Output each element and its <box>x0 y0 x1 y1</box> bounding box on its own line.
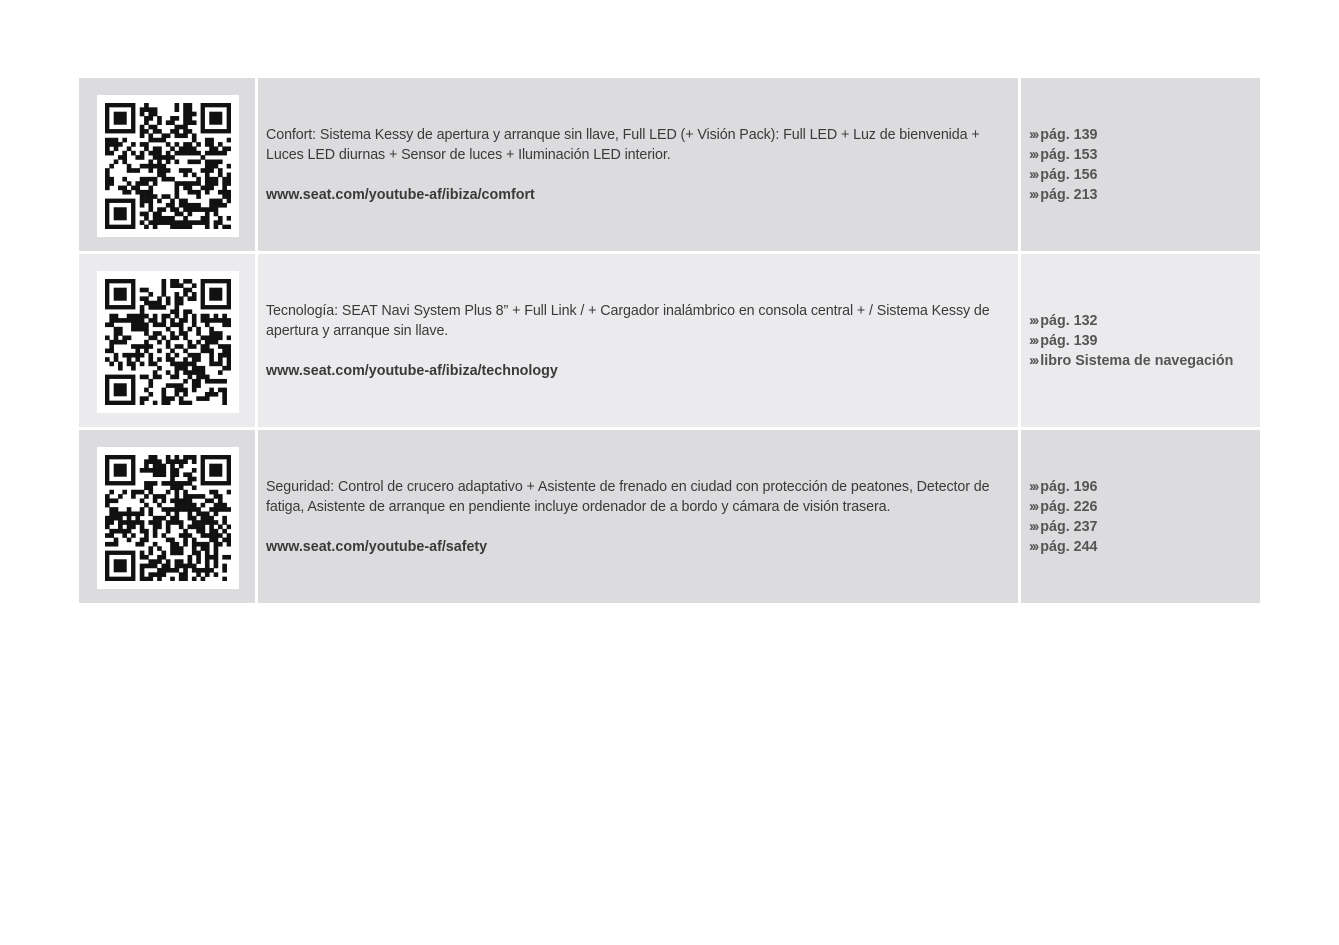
qr-cell <box>79 254 255 427</box>
chevron-right-icon: ››› <box>1029 538 1038 555</box>
chevron-right-icon: ››› <box>1029 312 1038 329</box>
chevron-right-icon: ››› <box>1029 352 1038 369</box>
page-reference-link[interactable]: ››› pág. 237 <box>1029 518 1098 535</box>
page-reference-link[interactable]: ››› pág. 213 <box>1029 186 1098 203</box>
page-reference-link[interactable]: ››› pág. 153 <box>1029 146 1098 163</box>
row-description: Confort: Sistema Kessy de apertura y arranque sin llave, Full LED (+ Visión Pack): Full LED + Luz de bienvenida + Luces LED diurnas + Sensor de luces + Iluminación LED interior. <box>266 126 980 163</box>
page-reference-link[interactable]: ››› pág. 132 <box>1029 312 1098 329</box>
row-url-link[interactable]: www.seat.com/youtube-af/ibiza/comfort <box>266 186 535 203</box>
page-reference-link[interactable]: ››› pág. 139 <box>1029 126 1098 143</box>
chevron-right-icon: ››› <box>1029 166 1038 183</box>
chevron-right-icon: ››› <box>1029 498 1038 515</box>
chevron-right-icon: ››› <box>1029 332 1038 349</box>
chevron-right-icon: ››› <box>1029 518 1038 535</box>
chevron-right-icon: ››› <box>1029 126 1038 143</box>
qr-code-icon[interactable] <box>97 271 239 413</box>
page-reference-link[interactable]: ››› pág. 156 <box>1029 166 1098 183</box>
description-cell <box>258 254 1018 427</box>
page-reference-link[interactable]: ››› pág. 226 <box>1029 498 1098 515</box>
qr-code-icon[interactable] <box>97 447 239 589</box>
row-url-link[interactable]: www.seat.com/youtube-af/ibiza/technology <box>266 362 558 379</box>
chevron-right-icon: ››› <box>1029 186 1038 203</box>
page-reference-link[interactable]: ››› pág. 244 <box>1029 538 1098 555</box>
table-row <box>79 430 1260 603</box>
chevron-right-icon: ››› <box>1029 146 1038 163</box>
row-description: Tecnología: SEAT Navi System Plus 8” + Full Link / + Cargador inalámbrico en consola central + / Sistema Kessy de apertura y arranque sin llave. <box>266 302 990 339</box>
reference-cell <box>1021 254 1260 427</box>
qr-video-table <box>79 78 1260 606</box>
reference-cell <box>1021 430 1260 603</box>
table-row <box>79 254 1260 427</box>
row-url-link[interactable]: www.seat.com/youtube-af/safety <box>266 538 488 555</box>
table-row <box>79 78 1260 251</box>
description-cell <box>258 430 1018 603</box>
page-reference-link[interactable]: ››› libro Sistema de navegación <box>1029 352 1234 369</box>
page-reference-link[interactable]: ››› pág. 196 <box>1029 478 1098 495</box>
row-description: Seguridad: Control de crucero adaptativo + Asistente de frenado en ciudad con protección de peatones, Detector de fatiga, Asistente de arranque en pendiente incluye ordenador de a bordo y cámara de visión trasera. <box>266 478 990 515</box>
qr-cell <box>79 78 255 251</box>
page-reference-link[interactable]: ››› pág. 139 <box>1029 332 1098 349</box>
reference-cell <box>1021 78 1260 251</box>
description-cell <box>258 78 1018 251</box>
qr-code-icon[interactable] <box>97 95 239 237</box>
qr-cell <box>79 430 255 603</box>
chevron-right-icon: ››› <box>1029 478 1038 495</box>
